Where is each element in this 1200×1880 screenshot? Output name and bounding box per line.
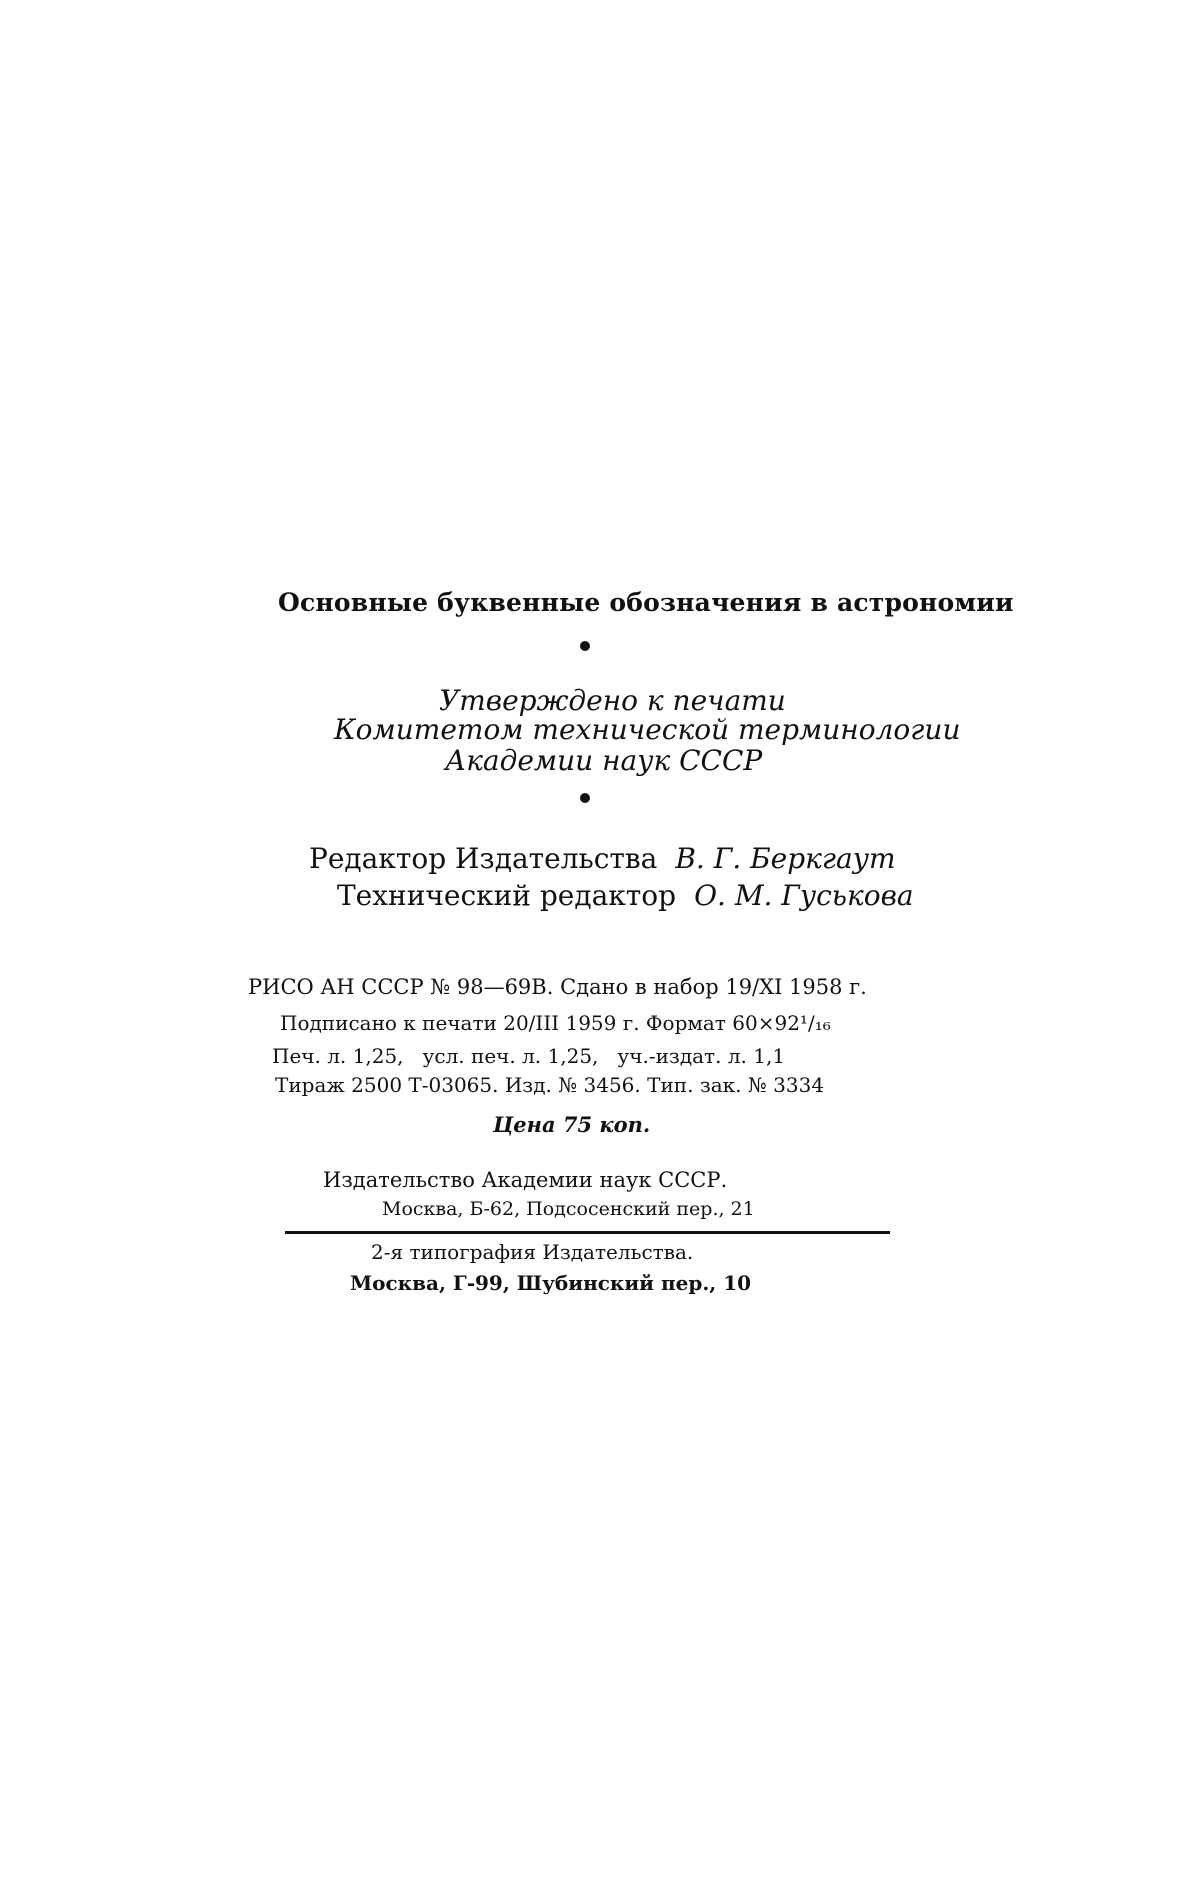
imprint-line-2: Подписано к печати 20/III 1959 г. Формат 60×92¹/₁₆ <box>280 1011 831 1035</box>
technical-editor-name: О. М. Гуськова <box>694 879 914 912</box>
imprint-line-1: РИСО АН СССР № 98—69В. Сдано в набор 19/XI 1958 г. <box>248 975 867 999</box>
publishing-editor-role: Редактор Издательства <box>309 842 658 875</box>
approval-line-2: Комитетом технической терминологии <box>334 713 961 746</box>
price: Цена 75 коп. <box>493 1112 651 1137</box>
imprint-line-4: Тираж 2500 Т-03065. Изд. № 3456. Тип. зак. № 3334 <box>275 1073 825 1097</box>
printer-address: Москва, Г-99, Шубинский пер., 10 <box>350 1271 752 1295</box>
technical-editor-role: Технический редактор <box>337 879 677 912</box>
imprint-line-3: Печ. л. 1,25, усл. печ. л. 1,25, уч.-издат. л. 1,1 <box>272 1044 786 1068</box>
approval-line-3: Академии наук СССР <box>445 744 763 777</box>
divider-rule <box>285 1231 890 1234</box>
approval-line-1: Утверждено к печати <box>439 684 786 717</box>
separator-bullet-icon <box>580 793 590 803</box>
publisher-address: Москва, Б-62, Подсосенский пер., 21 <box>382 1198 755 1220</box>
publishing-editor-name: В. Г. Беркгаут <box>675 842 896 875</box>
publishing-editor-line <box>309 842 896 875</box>
technical-editor-line <box>337 879 914 912</box>
publisher-name: Издательство Академии наук СССР. <box>323 1168 728 1192</box>
book-title: Основные буквенные обозначения в астрономии <box>278 588 1014 617</box>
separator-bullet-icon <box>580 641 590 651</box>
printer-name: 2-я типография Издательства. <box>371 1240 694 1264</box>
